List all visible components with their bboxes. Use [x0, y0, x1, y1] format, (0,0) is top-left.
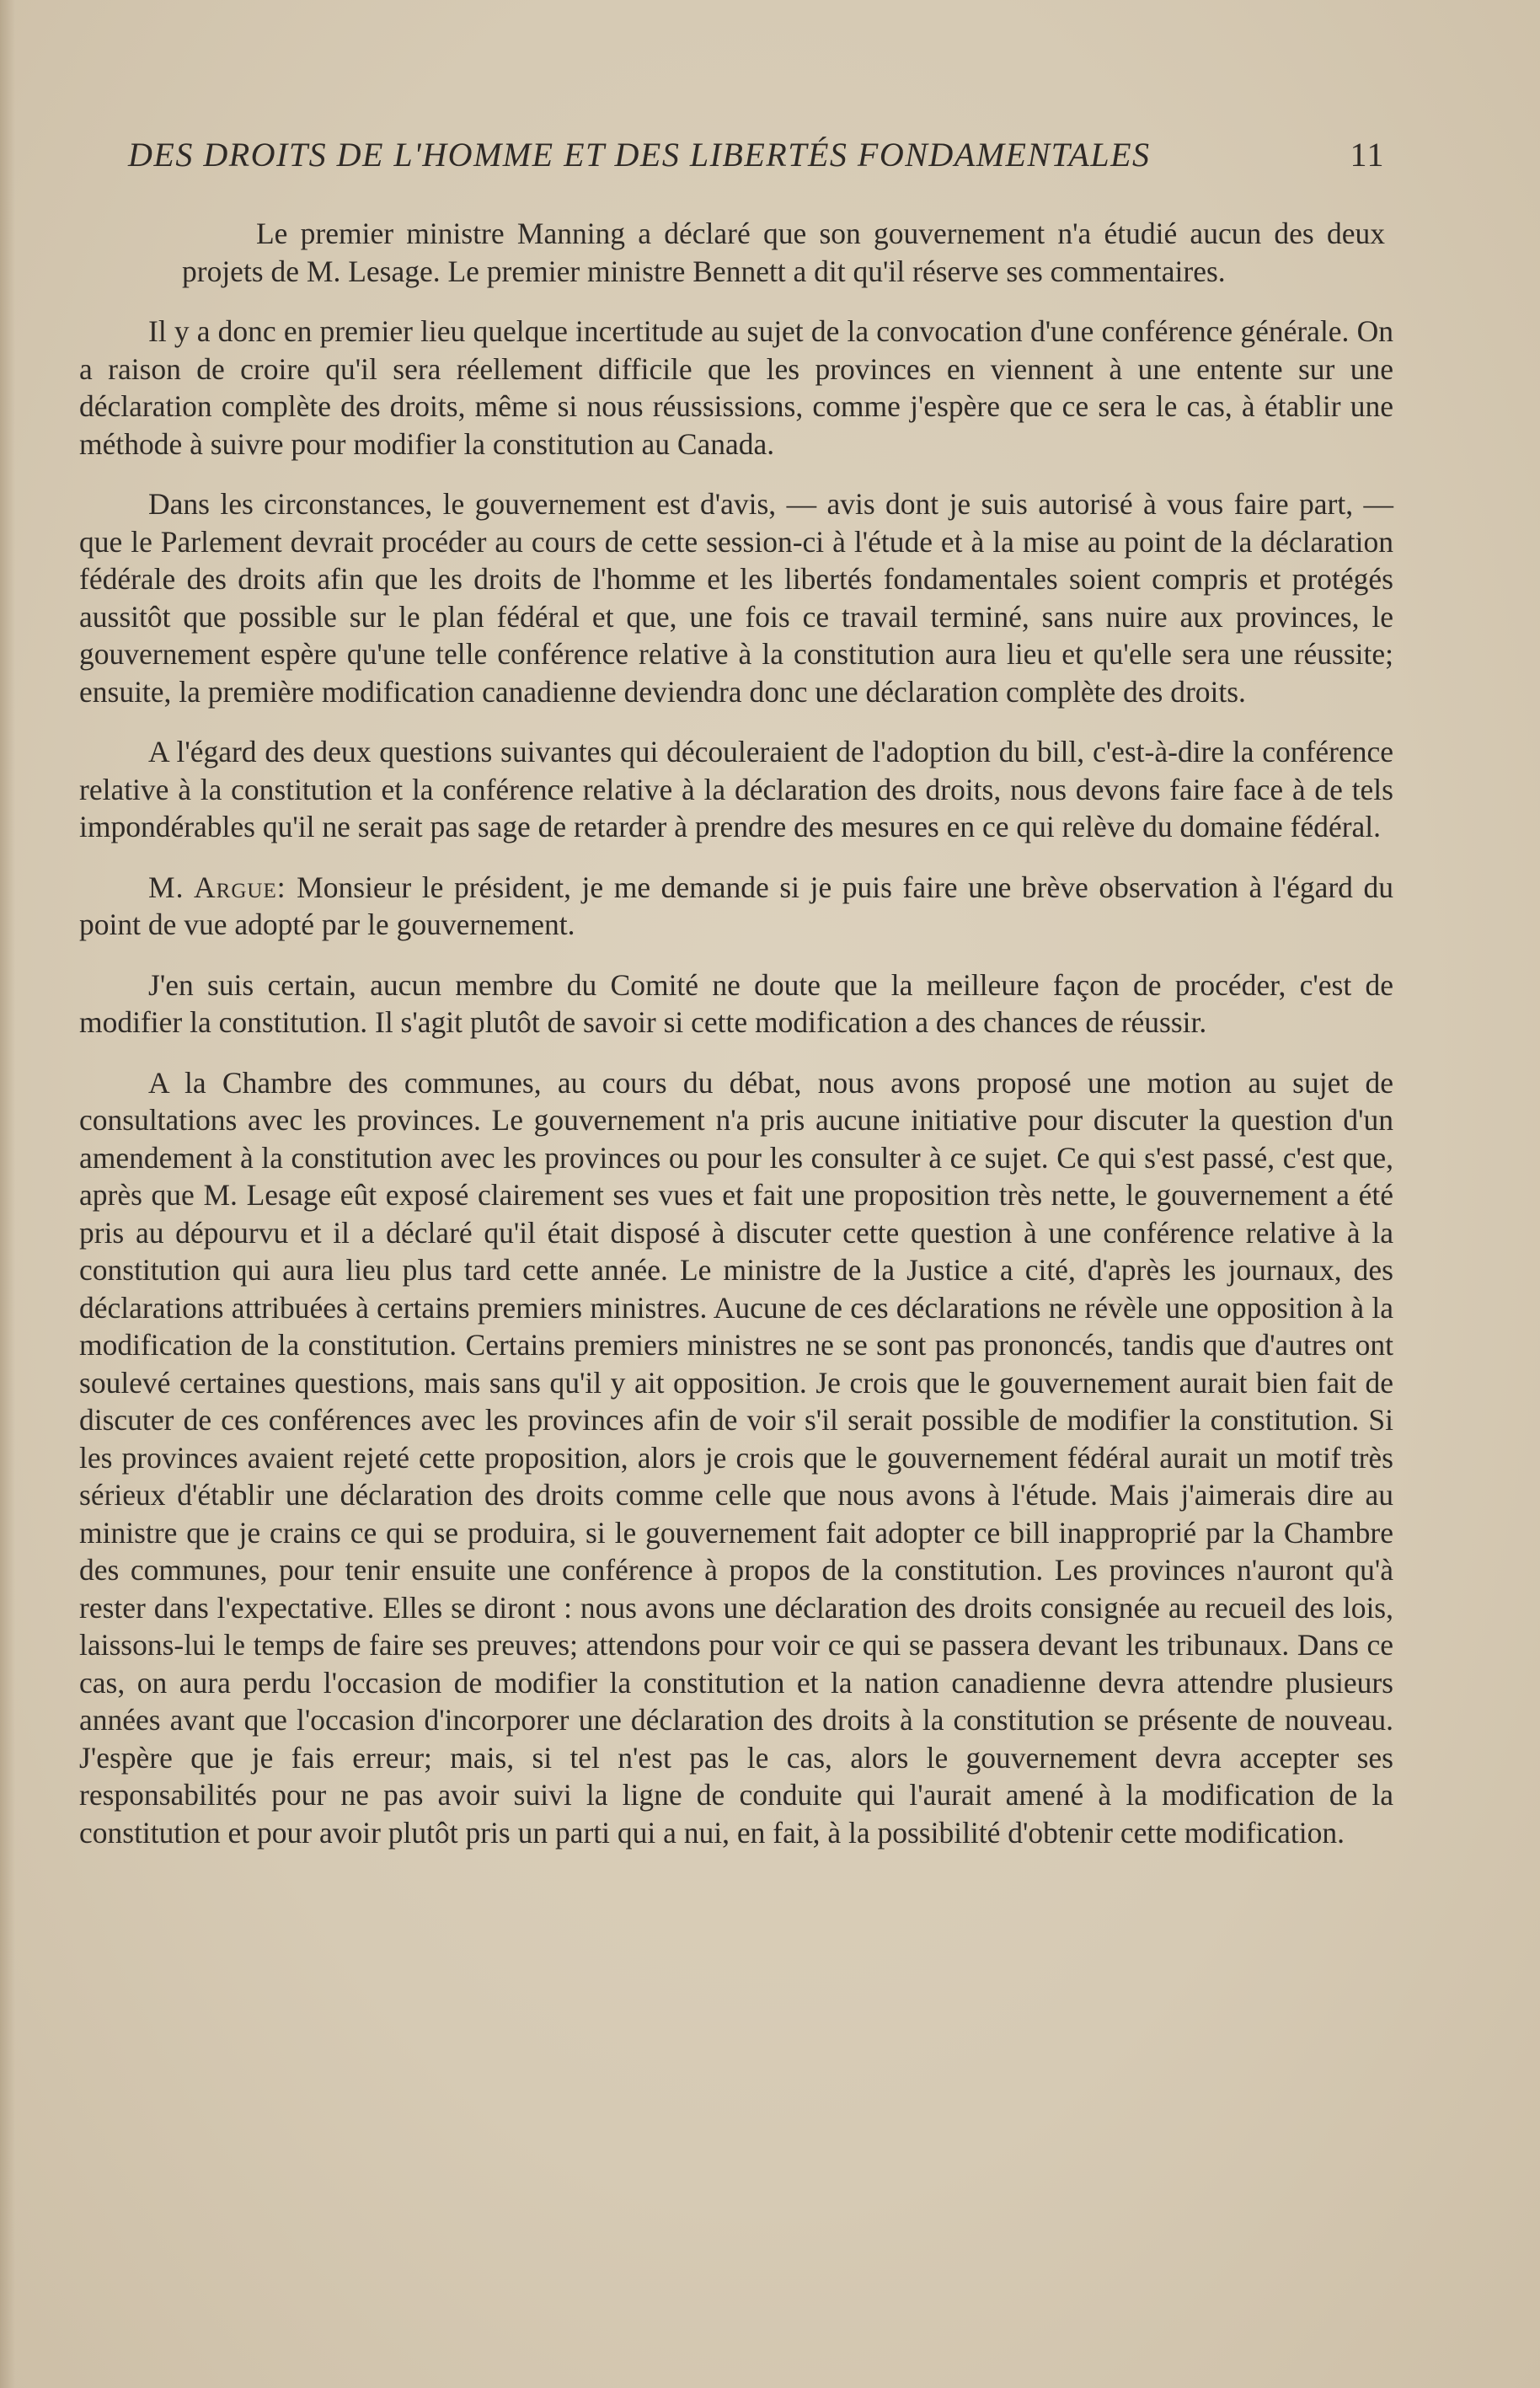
paragraph-quote-manning: Le premier ministre Manning a déclaré que son gouvernement n'a étudié aucun des deux projets de M. Lesage. Le premier ministre Bennett a dit qu'il réserve ses commentaires.	[182, 217, 1385, 288]
running-head-title: DES DROITS DE L'HOMME ET DES LIBERTÉS FONDAMENTALES	[128, 136, 1151, 174]
paragraph-circonstances: Dans les circonstances, le gouvernement est d'avis, — avis dont je suis autorisé à vous faire part, — que le Parlement devrait procéder au cours de cette session-ci à l'étude et à la mise au point de la déclaration fédérale des droits afin que les droits de l'homme et les libertés fondamentales soient compris et protégés aussitôt que possible sur le plan fédéral et que, une fois ce travail terminé, sans nuire aux provinces, le gouvernement espère qu'une telle conférence relative à la constitution aura lieu et qu'elle sera une réussite; ensuite, la première modification canadienne deviendra donc une déclaration complète des droits.	[79, 487, 1393, 709]
paragraph-incertitude: Il y a donc en premier lieu quelque incertitude au sujet de la convocation d'une conférence générale. On a raison de croire qu'il sera réellement difficile que les provinces en viennent à une entente sur une déclaration complète des droits, même si nous réussissions, comme j'espère que ce sera le cas, à établir une méthode à suivre pour modifier la constitution au Canada.	[79, 314, 1393, 461]
page-number: 11	[1350, 136, 1385, 174]
paragraph-speech-argue	[79, 869, 1393, 944]
speech-text: Monsieur le président, je me demande si je puis faire une brève observation à l'égard du point de vue adopté par le gouvernement.	[79, 870, 1393, 941]
paragraph-certain: J'en suis certain, aucun membre du Comité ne doute que la meilleure façon de procéder, c'est de modifier la constitution. Il s'agit plutôt de savoir si cette modification a des chances de réussir.	[79, 967, 1393, 1039]
text-block	[79, 135, 1393, 1874]
paragraph-chambre: A la Chambre des communes, au cours du débat, nous avons proposé une motion au sujet de consultations avec les provinces. Le gouvernement n'a pris aucune initiative pour discuter la question d'un amendement à la constitution avec les provinces ou pour les consulter à ce sujet. Ce qui s'est passé, c'est que, après que M. Lesage eût exposé clairement ses vues et fait une proposition très nette, le gouvernement a été pris au dépourvu et il a déclaré qu'il était disposé à discuter cette question à une conférence relative à la constitution qui aura lieu plus tard cette année. Le ministre de la Justice a cité, d'après les journaux, des déclarations attribuées à certains premiers ministres. Aucune de ces déclarations ne révèle une opposition à la modification de la constitution. Certains premiers ministres ne se sont pas prononcés, tandis que d'autres ont soulevé certaines questions, mais sans qu'il y ait opposition. Je crois que le gouvernement aurait bien fait de discuter de ces conférences avec les provinces afin de voir s'il serait possible de modifier la constitution. Si les provinces avaient rejeté cette proposition, alors je crois que le gouvernement fédéral aurait un motif très sérieux d'établir une déclaration des droits comme celle que nous avons à l'étude. Mais j'aimerais dire au ministre que je crains ce qui se produira, si le gouvernement fait adopter ce bill inapproprié par la Chambre des communes, pour tenir ensuite une conférence à propos de la constitution. Les provinces n'auront qu'à rester dans l'expectative. Elles se diront : nous avons une déclaration des droits consignée au recueil des lois, laissons-lui le temps de faire ses preuves; attendons pour voir ce qui se passera devant les tribunaux. Dans ce cas, on aura perdu l'occasion de modifier la constitution et la nation canadienne devra attendre plusieurs années avant que l'occasion d'incorporer une déclaration des droits à la constitution se présente de nouveau. J'espère que je fais erreur; mais, si tel n'est pas le cas, alors le gouvernement devra accepter ses responsabilités pour ne pas avoir suivi la ligne de conduite qui l'aurait amené à la modification de la constitution et pour avoir plutôt pris un parti qui a nui, en fait, à la possibilité d'obtenir cette modification.	[79, 1065, 1393, 1850]
paragraph-deux-questions: A l'égard des deux questions suivantes qui découleraient de l'adoption du bill, c'est-à-dire la conférence relative à la constitution et la conférence relative à la déclaration des droits, nous devons faire face à de tels impondérables qu'il ne serait pas sage de retarder à prendre des mesures en ce qui relève du domaine fédéral.	[79, 735, 1393, 843]
running-head	[79, 135, 1393, 174]
speaker-name: M. Argue:	[148, 870, 286, 904]
